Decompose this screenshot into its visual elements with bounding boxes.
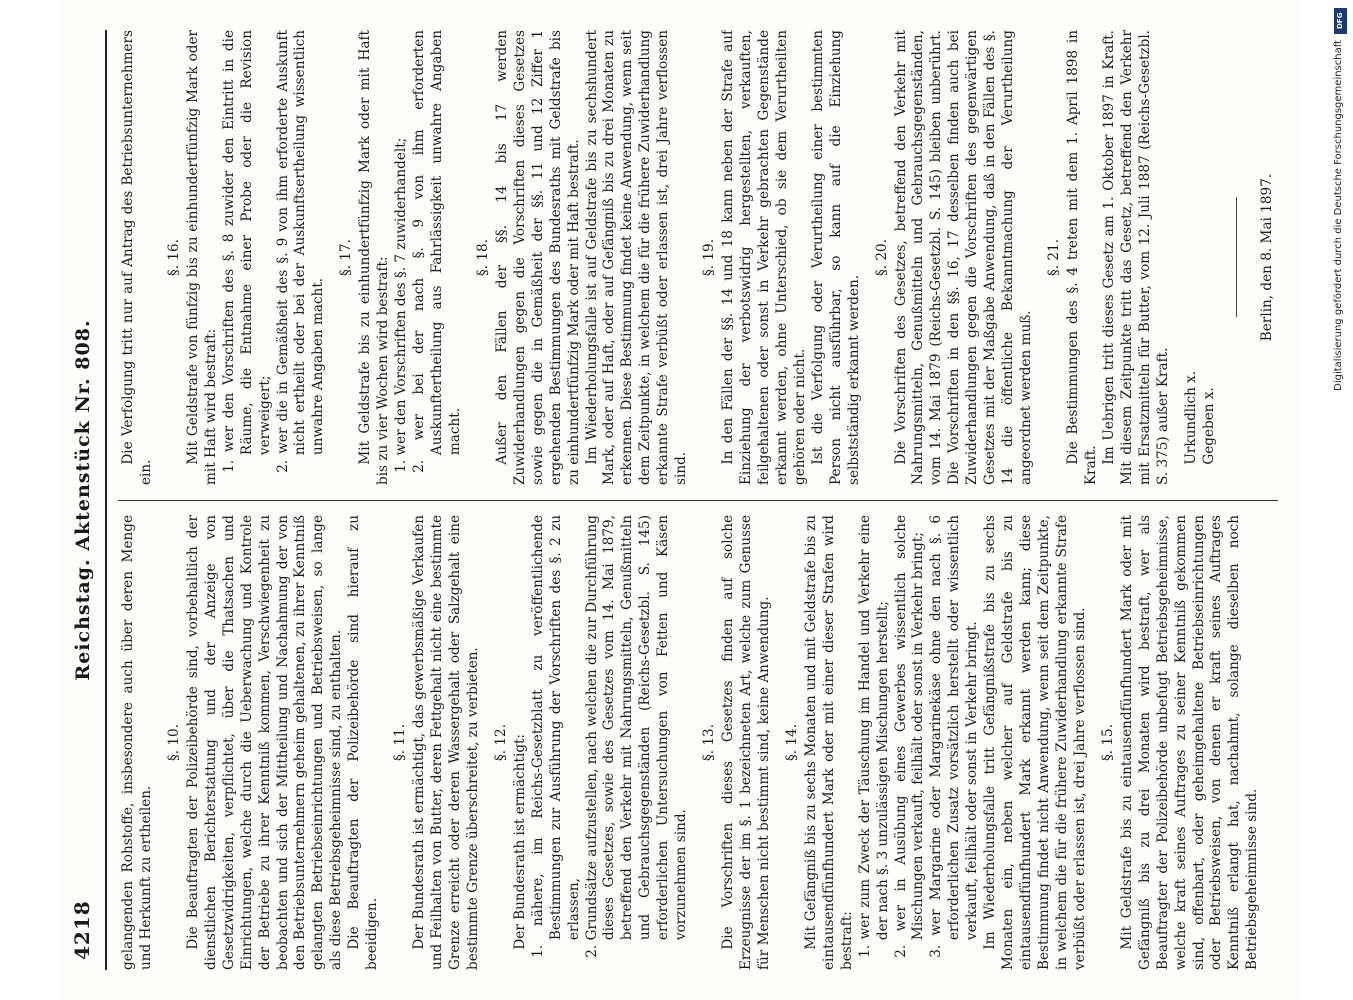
paragraph: In den Fällen der §§. 14 und 18 kann neben der Strafe auf Einziehung der verbotswidrig hergestellten, verkauften, feilgehaltenen oder sonst in Verkehr gebrachten Gegenstände erkannt werden, ohne Unterschied, ob sie dem Verurtheilten gehören oder nicht. bbox=[720, 30, 808, 485]
signature-rule bbox=[1236, 198, 1237, 318]
section-heading: §. 16. bbox=[165, 238, 182, 277]
column-divider bbox=[118, 500, 1278, 501]
place-and-date: Berlin, den 8. Mai 1897. bbox=[1259, 173, 1276, 342]
paragraph: Der Bundesrath ist ermächtigt: bbox=[511, 733, 528, 950]
given-line: Gegeben x. bbox=[1200, 387, 1217, 465]
list-item: 2. wer die in Gemäßheit des §. 9 von ihm erforderte Auskunft nicht ertheilt oder bei der Auskunftsertheilung wissentlich unwahre Angaben macht. bbox=[274, 30, 327, 473]
margin-note bbox=[1331, 8, 1349, 998]
section-heading: §. 11. bbox=[392, 723, 409, 762]
paragraph: Die Vorschriften des Gesetzes, betreffend den Verkehr mit Nahrungsmitteln, Genußmitteln und Gebrauchsgegenständen, vom 14. Mai 1879 (Reichs-Gesetzbl. S. 145) bleiben unberührt. Die Vorschriften in den §§. 16, 17 desselben finden auch bei Zuwiderhandlungen gegen die Vorschriften des gegenwärtigen Gesetzes mit der Maßgabe Anwendung, daß in den Fällen des §. 14 die öffentliche Bekanntmachung der Verurtheilung angeordnet werden muß. bbox=[892, 30, 1035, 485]
paragraph: Mit Gefängniß bis zu sechs Monaten und mit Geldstrafe bis zu eintausendfünfhundert Mark oder mit einer dieser Strafen wird bestraft: bbox=[802, 515, 855, 970]
paragraph: gelangenden Rohstoffe, insbesondere auch über deren Menge und Herkunft zu ertheilen. bbox=[120, 515, 154, 970]
paragraph: Der Bundesrath ist ermächtigt, das gewerbsmäßige Verkaufen und Feilhalten von Butter, deren Fettgehalt nicht eine bestimmte Grenze erreicht oder deren Wassergehalt oder Salzgehalt eine bestimmte Grenze überschreitet, zu verbieten. bbox=[411, 515, 481, 970]
list-item: 1. nähere, im Reichs-Gesetzblatt zu veröffentlichende Bestimmungen zur Ausführung der Vorschriften des §. 2 zu erlassen, bbox=[529, 515, 582, 958]
list-item: 3. wer Margarine oder Margarinekäse ohne den nach §. 6 erforderlichen Zusatz vorsätzlich herstellt oder wissentlich verkauft, feilhält oder sonst in Verkehr bringt. bbox=[928, 515, 981, 958]
section-heading: §. 15. bbox=[1099, 723, 1116, 762]
section-heading: §. 18. bbox=[474, 238, 491, 277]
page-header-title: Reichstag. Aktenstück Nr. 808. bbox=[72, 319, 94, 681]
document-page bbox=[60, 0, 1300, 1000]
text-column-right bbox=[120, 30, 1280, 485]
paragraph: Die Bestimmungen des §. 4 treten mit dem 1. April 1898 in Kraft. bbox=[1064, 30, 1099, 485]
page-number: 4218 bbox=[70, 900, 94, 960]
paragraph: Im Wiederholungsfalle ist auf Geldstrafe bis zu sechshundert Mark, oder auf Haft, oder auf Gefängniß bis zu drei Monaten zu erkennen. Diese Bestimmung findet keine Anwendung, wenn seit dem Zeitpunkte, in welchem die für die frühere Zuwiderhandlung erkannte Strafe verbüßt oder erlassen ist, drei Jahre verflossen sind. bbox=[583, 30, 690, 485]
list-item: 1. wer den Vorschriften des §. 8 zuwider den Eintritt in die Räume, die Entnahme einer Probe oder die Revision verweigert; bbox=[220, 30, 273, 473]
paragraph: Im Wiederholungsfalle tritt Gefängnißstrafe bis zu sechs Monaten ein, neben welcher auf Geldstrafe bis zu eintausendfünfhundert Mark erkannt werden kann; diese Bestimmung findet nicht Anwendung, wenn seit dem Zeitpunkte, in welchem die für die frühere Zuwiderhandlung erkannte Strafe verbüßt oder erlassen ist, drei Jahre verflossen sind. bbox=[982, 515, 1088, 970]
running-head bbox=[60, 0, 110, 1000]
list-item: 2. wer bei der nach §. 9 von ihm erforderten Auskunftertheilung aus Fahrlässigkeit unwahre Angaben macht. bbox=[411, 30, 463, 473]
header-rule bbox=[105, 30, 107, 970]
section-heading: §. 19. bbox=[701, 238, 718, 277]
list-item: 1. wer zum Zweck der Täuschung im Handel und Verkehr eine der nach §. 3 unzulässigen Mischungen herstellt; bbox=[856, 515, 891, 958]
section-heading: §. 20. bbox=[873, 238, 890, 277]
dfg-logo: DFG bbox=[1334, 8, 1347, 34]
section-heading: §. 13. bbox=[701, 723, 718, 762]
funding-note: Digitalisierung gefördert durch die Deutsche Forschungsgemeinschaft bbox=[1333, 40, 1344, 391]
paragraph: Die Vorschriften dieses Gesetzes finden auf solche Erzeugnisse der im §. 1 bezeichneten Art, welche zum Genusse für Menschen nicht bestimmt sind, keine Anwendung. bbox=[720, 515, 772, 970]
paragraph: Die Beauftragten der Polizeibehörde sind hierauf zu beeidigen. bbox=[346, 515, 381, 970]
attestation-line: Urkundlich x. bbox=[1182, 370, 1199, 465]
section-heading: §. 17. bbox=[338, 238, 355, 277]
section-heading: §. 21. bbox=[1046, 238, 1062, 277]
paragraph: Mit Geldstrafe bis zu eintausendfünfhundert Mark oder mit Gefängniß bis zu drei Monaten wird bestraft, wer als Beauftragter der Polizeibehörde unbefugt Betriebsgeheimnisse, welche kraft seines Auftrages zu seiner Kenntniß gekommen sind, offenbart, oder geheimgehaltene Betriebseinrichtungen oder Betriebsweisen, von denen er kraft seines Auftrages Kenntniß erlangt hat, nachahmt, solange dieselben noch Betriebsgeheimnisse sind. bbox=[1118, 515, 1261, 970]
paragraph: Die Verfolgung tritt nur auf Antrag des Betriebsunternehmers ein. bbox=[120, 30, 154, 485]
section-heading: §. 12. bbox=[492, 723, 509, 762]
paragraph: Außer den Fällen der §§. 14 bis 17 werden Zuwiderhandlungen gegen die Vorschriften dieses Gesetzes sowie gegen die in Gemäßheit der §§. 11 und 12 Ziffer 1 ergehenden Bestimmungen des Bundesraths mit Geldstrafe bis zu einhundertfünfzig Mark oder mit Haft bestraft. bbox=[493, 30, 582, 485]
text-column-left bbox=[120, 515, 1280, 970]
paragraph: Ist die Verfolgung oder Verurtheilung einer bestimmten Person nicht ausführbar, so kann auf die Einziehung selbstständig erkannt werden. bbox=[809, 30, 862, 485]
paragraph: Die Beauftragten der Polizeibehörde sind, vorbehaltlich der dienstlichen Berichterstattung und der Anzeige von Gesetzwidrigkeiten, verpflichtet, über die Thatsachen und Einrichtungen, welche durch die Ueberwachung und Kontrole der Betriebe zu ihrer Kenntniß kommen, Verschwiegenheit zu beobachten und sich der Mittheilung und Nachahmung der von den Betriebsunternehmern geheim gehaltenen, zu ihrer Kenntniß gelangten Betriebseinrichtungen und Betriebsweisen, so lange als diese Betriebsgeheimnisse sind, zu enthalten. bbox=[184, 515, 345, 970]
section-heading: §. 14. bbox=[783, 723, 800, 762]
paragraph: Im Uebrigen tritt dieses Gesetz am 1. Oktober 1897 in Kraft. Mit diesem Zeitpunkte tritt das Gesetz, betreffend den Verkehr mit Ersatzmitteln für Butter, vom 12. Juli 1887 (Reichs-Gesetzbl. S. 375) außer Kraft. bbox=[1100, 30, 1171, 485]
paragraph: Mit Geldstrafe von fünfzig bis zu einhundertfünfzig Mark oder mit Haft wird bestraft: bbox=[184, 30, 219, 485]
section-heading: §. 10. bbox=[165, 723, 182, 762]
paragraph: Mit Geldstrafe bis zu einhundertfünfzig Mark oder mit Haft bis zu vier Wochen wird bestraft: bbox=[357, 30, 392, 485]
list-item: 2. Grundsätze aufzustellen, nach welchen die zur Durchführung dieses Gesetzes, sowie des Gesetzes vom 14. Mai 1879, betreffend den Verkehr mit Nahrungsmitteln, Genußmitteln und Gebrauchsgegenständen (Reichs-Gesetzbl. S. 145) erforderlichen Untersuchungen von Fetten und Käsen vorzunehmen sind. bbox=[583, 515, 690, 958]
list-item: 1. wer den Vorschriften des §. 7 zuwiderhandelt; bbox=[393, 137, 410, 473]
list-item: 2. wer in Ausübung eines Gewerbes wissentlich solche Mischungen verkauft, feilhält oder sonst in Verkehr bringt; bbox=[892, 515, 927, 958]
